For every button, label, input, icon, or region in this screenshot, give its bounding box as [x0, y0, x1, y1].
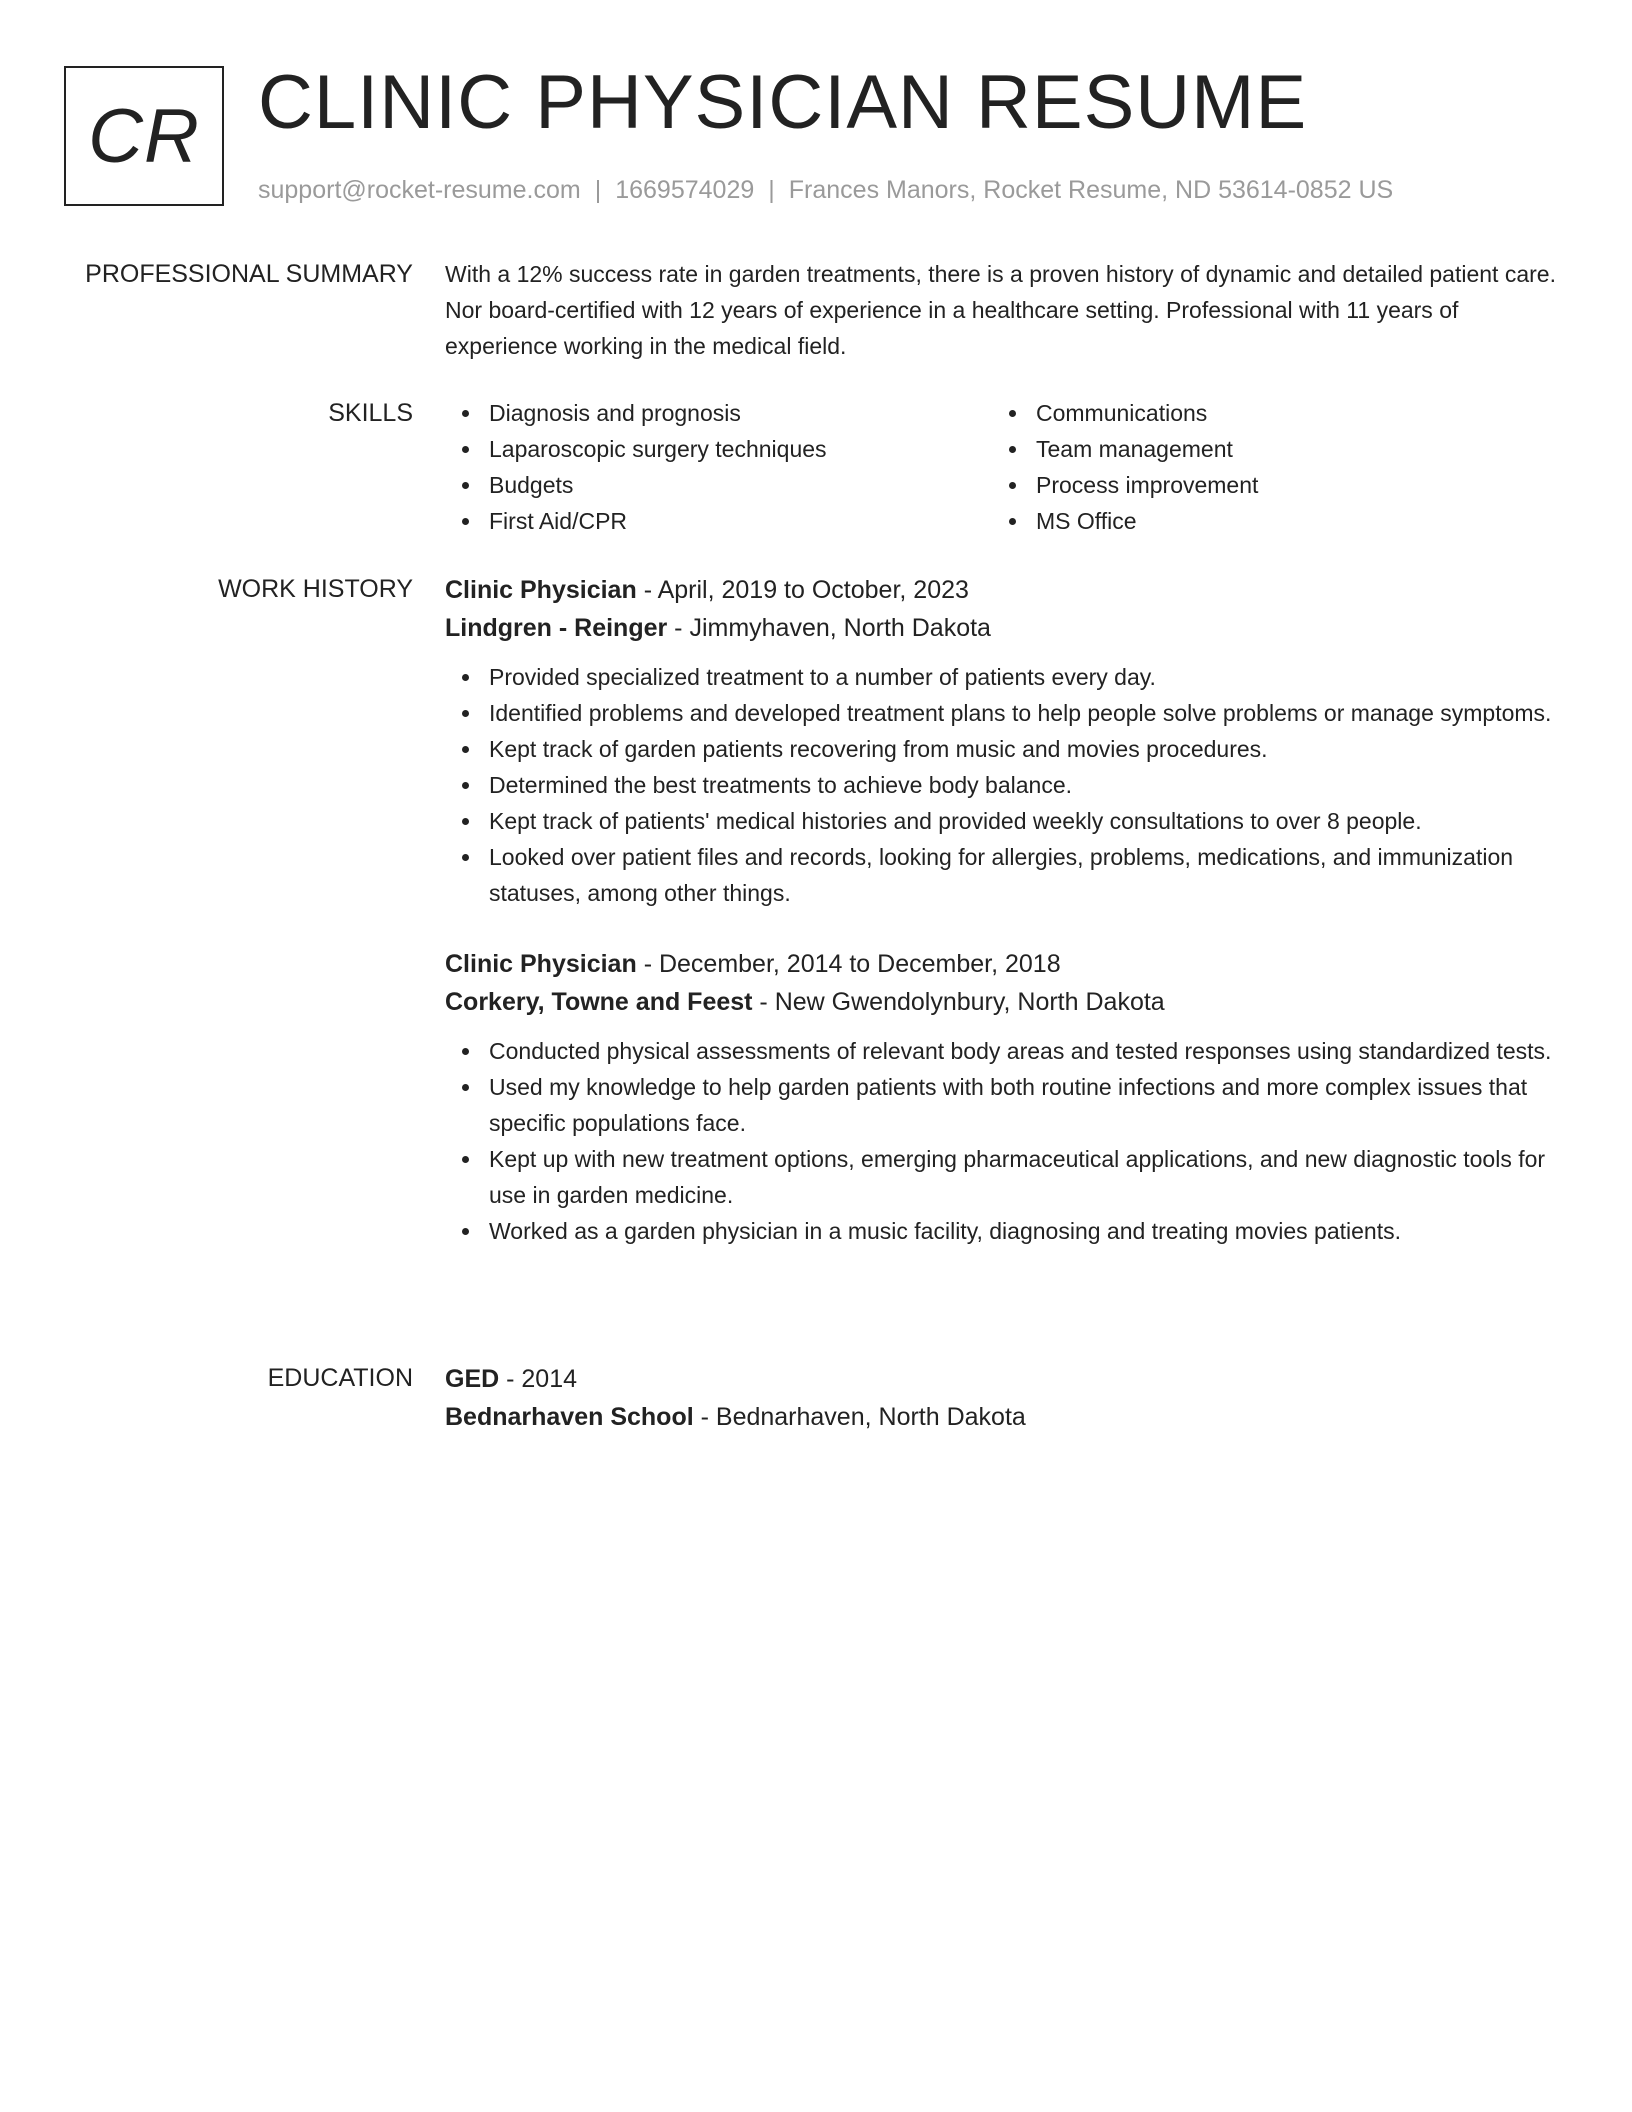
job-title: Clinic Physician — [445, 950, 637, 978]
skills-column-right — [992, 395, 1539, 539]
initials-monogram — [64, 66, 224, 206]
section-heading-summary: PROFESSIONAL SUMMARY — [85, 260, 413, 288]
contact-address: Frances Manors, Rocket Resume, ND 53614-0852 US — [788, 176, 1394, 204]
job-company-line — [445, 609, 1560, 647]
duty-item: Provided specialized treatment to a number of patients every day. — [489, 659, 1560, 695]
job-entry — [445, 571, 1560, 911]
duty-item: Used my knowledge to help garden patients with both routine infections and more complex issues that specific populations face. — [489, 1069, 1560, 1141]
job-title: Clinic Physician — [445, 576, 637, 604]
job-dates: - December, 2014 to December, 2018 — [636, 950, 1061, 978]
skill-item: MS Office — [1036, 503, 1539, 539]
section-heading-skills: SKILLS — [328, 399, 413, 427]
resume-title: CLINIC PHYSICIAN RESUME — [258, 60, 1308, 145]
education-degree: GED — [445, 1365, 500, 1393]
skill-item: Laparoscopic surgery techniques — [489, 431, 992, 467]
job-duties — [445, 1033, 1560, 1249]
education-school: Bednarhaven School — [445, 1403, 694, 1431]
job-company: Lindgren - Reinger — [445, 614, 668, 642]
duty-item: Looked over patient files and records, looking for allergies, problems, medications, and immunization statuses, among other things. — [489, 839, 1560, 911]
work-history-body — [445, 571, 1560, 1249]
contact-phone: 1669574029 — [615, 176, 755, 204]
duty-item: Kept up with new treatment options, emerging pharmaceutical applications, and new diagnostic tools for use in garden medicine. — [489, 1141, 1560, 1213]
duty-item: Kept track of garden patients recovering from music and movies procedures. — [489, 731, 1560, 767]
duty-item: Identified problems and developed treatment plans to help people solve problems or manage symptoms. — [489, 695, 1560, 731]
job-title-line — [445, 571, 1560, 609]
skill-item: Budgets — [489, 467, 992, 503]
job-entry — [445, 945, 1560, 1249]
contact-separator: | — [768, 176, 775, 204]
initials-text: CR — [88, 93, 200, 179]
section-heading-education: EDUCATION — [267, 1364, 413, 1392]
job-location: - Jimmyhaven, North Dakota — [667, 614, 991, 642]
summary-body — [445, 256, 1560, 364]
job-duties — [445, 659, 1560, 911]
skill-item: First Aid/CPR — [489, 503, 992, 539]
summary-text: With a 12% success rate in garden treatments, there is a proven history of dynamic and detailed patient care. Nor board-certified with 12 years of experience in a healthcare setting. Professional with 11 years of experience working in the medical field. — [445, 261, 1556, 359]
education-year: - 2014 — [499, 1365, 578, 1393]
education-location: - Bednarhaven, North Dakota — [693, 1403, 1026, 1431]
duty-item: Conducted physical assessments of relevant body areas and tested responses using standardized tests. — [489, 1033, 1560, 1069]
job-company-line — [445, 983, 1560, 1021]
contact-line — [258, 174, 1393, 206]
education-degree-line — [445, 1360, 1560, 1398]
job-dates: - April, 2019 to October, 2023 — [636, 576, 969, 604]
contact-separator: | — [594, 176, 602, 204]
education-school-line — [445, 1398, 1560, 1436]
skill-item: Team management — [1036, 431, 1539, 467]
contact-email: support@rocket-resume.com — [258, 176, 581, 204]
section-heading-work-history: WORK HISTORY — [218, 575, 413, 603]
job-company: Corkery, Towne and Feest — [445, 988, 753, 1016]
job-location: - New Gwendolynbury, North Dakota — [752, 988, 1165, 1016]
skill-item: Diagnosis and prognosis — [489, 395, 992, 431]
education-body — [445, 1360, 1560, 1436]
duty-item: Determined the best treatments to achieve body balance. — [489, 767, 1560, 803]
skill-item: Communications — [1036, 395, 1539, 431]
duty-item: Kept track of patients' medical histories and provided weekly consultations to over 8 people. — [489, 803, 1560, 839]
skills-body — [445, 395, 1560, 539]
skills-grid — [445, 395, 1560, 539]
skill-item: Process improvement — [1036, 467, 1539, 503]
duty-item: Worked as a garden physician in a music facility, diagnosing and treating movies patients. — [489, 1213, 1560, 1249]
skills-column-left — [445, 395, 992, 539]
job-title-line — [445, 945, 1560, 983]
